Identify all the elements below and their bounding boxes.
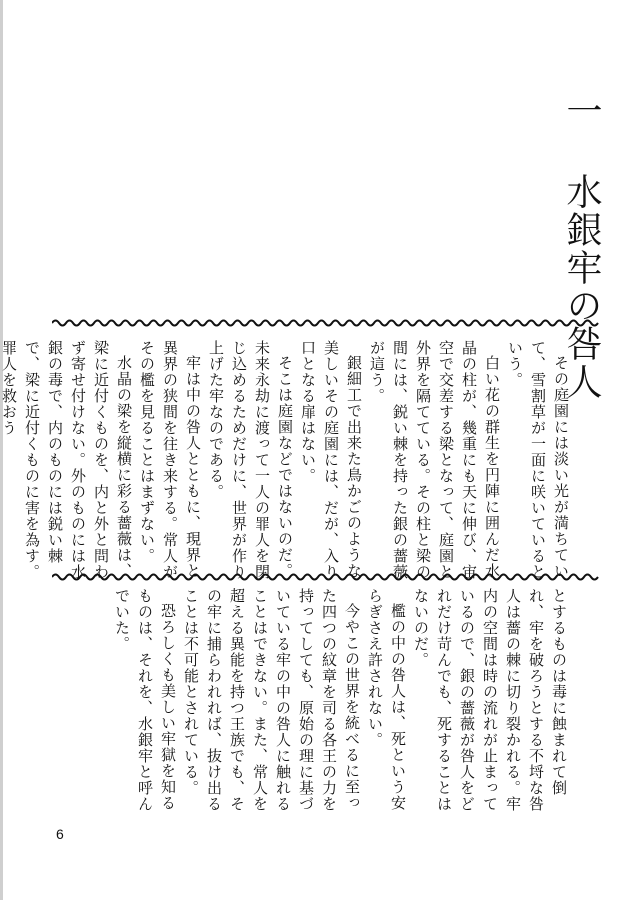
wavy-divider-middle (52, 572, 600, 582)
wavy-divider-top (52, 318, 600, 328)
paragraph: 銀細工で出来た鳥かごのような美しいその庭園には、だが、入り口となる扉はない。 (299, 340, 363, 580)
paragraph: 水晶の梁を縦横に彩る薔薇は、梁に近付くものを、内と外と問わず寄せ付けない。外のものには水銀の毒で、内のものには鋭い棘で、梁に近付くものに害を為す。罪人を救おう (0, 340, 133, 580)
text-block-lower (70, 588, 570, 816)
paragraph: 白い花の群生を円陣に囲んだ水晶の柱が、幾重にも天に伸び、宙空で交差する梁となって、庭園と外界を隔てている。その柱と梁の間には、鋭い棘を持った銀の薔薇が這う。 (368, 340, 501, 580)
paragraph: 今やこの世界を統べるに至った四つの紋章を司る各王の力を持ってしても、原始の理に基づいている牢の中の咎人に触れることはできない。また、常人を超える異能を持つ王族でも、その牢に捕らわれれば、抜け出ることは不可能とされている。 (182, 588, 361, 812)
paragraph: 檻の中の咎人は、死という安らぎさえ許されない。 (366, 588, 407, 811)
paragraph: そこは庭園などではないのだ。未来永劫に渡って一人の罪人を閉じ込めるためだけに、世界が作り上げた牢なのである。 (207, 340, 294, 580)
page-number: 6 (56, 826, 64, 842)
chapter-title: 一 水銀牢の咎人 (561, 92, 602, 401)
paragraph: とするものは毒に蝕まれて倒れ、牢を破ろうとする不埒な咎人は薔の棘に切り裂かれる。牢内の空間は時の流れが止まっているので、銀の薔薇が咎人をどれだけ苛んでも、死することはないのだ。 (412, 588, 568, 812)
paragraph: その庭園には淡い光が満ちていて、雪割草が一面に咲いているという。 (506, 340, 570, 580)
paragraph: 牢は中の咎人とともに、現界と異界の狭間を往き来する。常人がその檻を見ることはまずない。 (138, 340, 202, 580)
paragraph: 恐ろしくも美しい牢獄を知るものは、それを、水銀牢と呼んでいた。 (113, 588, 177, 812)
text-block-upper (0, 340, 572, 580)
